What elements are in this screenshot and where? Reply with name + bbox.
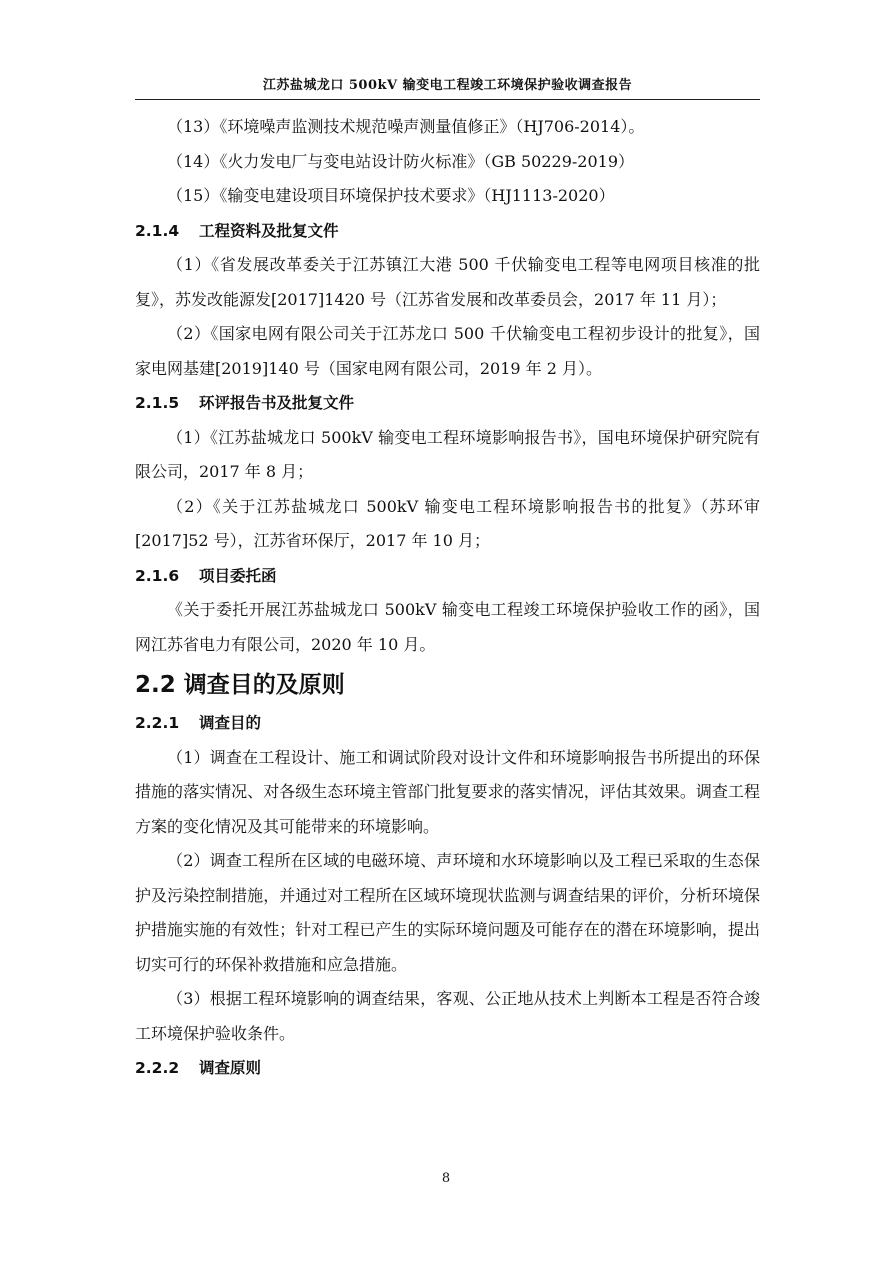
paragraph: （1）调查在工程设计、施工和调试阶段对设计文件和环境影响报告书所提出的环保措施的落实情况、对各级生态环境主管部门批复要求的落实情况，评估其效果。调查工程方案的变化情况及其可能带来的环境影响。 bbox=[135, 747, 760, 836]
section-title: 项目委托函 bbox=[199, 566, 277, 585]
section-number: 2.1.6 bbox=[135, 566, 180, 585]
paragraph: （2）调查工程所在区域的电磁环境、声环境和水环境影响以及工程已采取的生态保护及污染控制措施，并通过对工程所在区域环境现状监测与调查结果的评价，分析环境保护措施实施的有效性；针对工程已产生的实际环境问题及可能存在的潜在环境影响，提出切实可行的环保补救措施和应急措施。 bbox=[135, 851, 760, 974]
reference-item: （15）《输变电建设项目环境保护技术要求》（HJ1113-2020） bbox=[167, 186, 615, 205]
section-title: 调查原则 bbox=[199, 1059, 262, 1077]
reference-item: （14）《火力发电厂与变电站设计防火标准》（GB 50229-2019） bbox=[167, 151, 635, 171]
section-title: 环评报告书及批复文件 bbox=[199, 394, 355, 412]
header-rule bbox=[135, 99, 760, 100]
paragraph: （2）《国家电网有限公司关于江苏龙口 500 千伏输变电工程初步设计的批复》，国家电网基建[2019]140 号（国家电网有限公司，2019 年 2 月）。 bbox=[135, 324, 760, 378]
section-heading-2-1-6 bbox=[135, 559, 760, 594]
section-heading-2-2: 2.2 调查目的及原则 bbox=[135, 672, 345, 698]
section-heading-2-1-5 bbox=[135, 386, 760, 421]
section-heading-2-2-2 bbox=[135, 1051, 760, 1086]
section-title: 调查目的 bbox=[199, 714, 262, 732]
section-heading-2-2-1 bbox=[135, 706, 760, 741]
page-body bbox=[135, 110, 760, 1086]
section-number: 2.2.2 bbox=[135, 1059, 180, 1077]
section-number: 2.1.5 bbox=[135, 394, 180, 412]
paragraph: （1）《省发展改革委关于江苏镇江大港 500 千伏输变电工程等电网项目核准的批复》，苏发改能源发[2017]1420 号（江苏省发展和改革委员会，2017 年 11 月）； bbox=[135, 255, 760, 309]
paragraph: （2）《关于江苏盐城龙口 500kV 输变电工程环境影响报告书的批复》（苏环审[2017]52 号），江苏省环保厅，2017 年 10 月； bbox=[135, 496, 760, 550]
page-number: 8 bbox=[441, 1171, 451, 1186]
section-number: 2.1.4 bbox=[135, 221, 180, 240]
section-title: 工程资料及批复文件 bbox=[199, 221, 339, 240]
section-heading-2-1-4 bbox=[135, 214, 760, 249]
paragraph: 《关于委托开展江苏盐城龙口 500kV 输变电工程竣工环境保护验收工作的函》，国网江苏省电力有限公司，2020 年 10 月。 bbox=[135, 600, 760, 654]
paragraph: （1）《江苏盐城龙口 500kV 输变电工程环境影响报告书》，国电环境保护研究院有限公司，2017 年 8 月； bbox=[135, 427, 760, 481]
paragraph: （3）根据工程环境影响的调查结果，客观、公正地从技术上判断本工程是否符合竣工环境保护验收条件。 bbox=[135, 989, 760, 1043]
reference-item: （13）《环境噪声监测技术规范噪声测量值修正》（HJ706-2014）。 bbox=[167, 117, 645, 136]
section-number: 2.2.1 bbox=[135, 714, 180, 732]
running-header: 江苏盐城龙口 500kV 输变电工程竣工环境保护验收调查报告 bbox=[262, 78, 633, 93]
